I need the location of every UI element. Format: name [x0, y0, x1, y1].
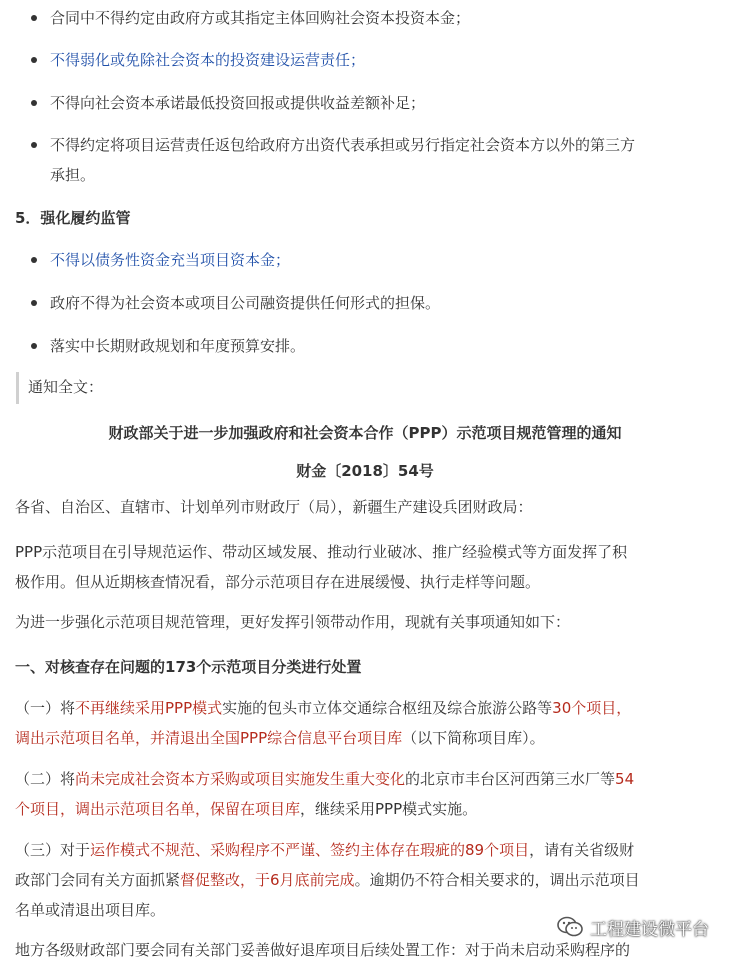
- list-item: [50, 331, 690, 361]
- document-number: 财金〔2018〕54号: [296, 462, 434, 480]
- text: 名单或清退出项目库。: [15, 901, 166, 919]
- paragraph: [15, 537, 675, 597]
- text: （以下简称项目库）。: [402, 729, 545, 747]
- watermark: [556, 912, 709, 942]
- bullet-text: 落实中长期财政规划和年度预算安排。: [50, 337, 306, 355]
- text: （三）对于: [15, 841, 91, 859]
- bullet-link[interactable]: 不得弱化或免除社会资本的投资建设运营责任；: [50, 51, 366, 69]
- bullet-link[interactable]: 不得以债务性资金充当项目资本金；: [50, 251, 291, 269]
- paragraph-cut: 地方各级财政部门要会同有关部门妥善做好退库项目后续处置工作：对于尚未启动采购程序的: [15, 941, 631, 959]
- item-two: [15, 764, 675, 824]
- highlight-text: 督促整改，于6月底前完成: [180, 871, 355, 889]
- highlight-text: 尚未完成社会资本方采购或项目实施发生重大变化: [75, 770, 406, 788]
- watermark-text: 工程建设微平台: [590, 919, 709, 940]
- list-item: [50, 288, 690, 318]
- text: 。逾期仍不符合相关要求的，调出示范项目: [354, 871, 640, 889]
- text: ，请有关省级财: [529, 841, 635, 859]
- list-item: [50, 130, 690, 190]
- section-heading: 一、对核查存在问题的173个示范项目分类进行处置: [15, 658, 362, 676]
- text: （二）将: [15, 770, 76, 788]
- wechat-icon: [556, 915, 584, 939]
- bullet-text-line1: 不得约定将项目运营责任返包给政府方出资代表承担或另行指定社会资本方以外的第三方: [50, 136, 636, 154]
- list-item: [50, 88, 690, 118]
- highlight-text: 30个项目，: [552, 699, 632, 717]
- text: 政部门会同有关方面抓紧: [15, 871, 181, 889]
- item-one: [15, 693, 675, 753]
- addressees: 各省、自治区、直辖市、计划单列市财政厅（局），新疆生产建设兵团财政局：: [15, 498, 533, 516]
- list-item: [50, 245, 690, 275]
- blockquote-text: 通知全文：: [28, 378, 104, 396]
- paragraph-line: 极作用。但从近期核查情况看，部分示范项目存在进展缓慢、执行走样等问题。: [15, 573, 541, 591]
- text: ，继续采用PPP模式实施。: [300, 800, 478, 818]
- highlight-text: 不再继续采用PPP模式: [75, 699, 223, 717]
- text: 的北京市丰台区河西第三水厂等: [405, 770, 616, 788]
- text: （一）将: [15, 699, 76, 717]
- bullet-text: 政府不得为社会资本或项目公司融资提供任何形式的担保。: [50, 294, 441, 312]
- section-heading: 5．强化履约监管: [15, 209, 131, 227]
- bullet-text: 不得向社会资本承诺最低投资回报或提供收益差额补足；: [50, 94, 426, 112]
- list-item: [50, 3, 690, 33]
- paragraph: 为进一步强化示范项目规范管理，更好发挥引领带动作用，现就有关事项通知如下：: [15, 613, 571, 631]
- highlight-text: 54: [615, 770, 635, 788]
- paragraph-line: PPP示范项目在引导规范运作、带动区域发展、推动行业破冰、推广经验模式等方面发挥了积: [15, 543, 628, 561]
- list-item: [50, 45, 690, 75]
- highlight-text: 调出示范项目名单，并清退出全国PPP综合信息平台项目库: [15, 729, 403, 747]
- bullet-text-line2: 承担。: [50, 166, 96, 184]
- bullet-text: 合同中不得约定由政府方或其指定主体回购社会资本投资本金；: [50, 9, 471, 27]
- notice-title: 财政部关于进一步加强政府和社会资本合作（PPP）示范项目规范管理的通知: [108, 424, 622, 442]
- text: 实施的包头市立体交通综合枢纽及综合旅游公路等: [222, 699, 553, 717]
- blockquote-bar: [16, 372, 19, 404]
- highlight-text: 运作模式不规范、采购程序不严谨、签约主体存在瑕疵的89个项目: [90, 841, 530, 859]
- highlight-text: 个项目，调出示范项目名单，保留在项目库: [15, 800, 301, 818]
